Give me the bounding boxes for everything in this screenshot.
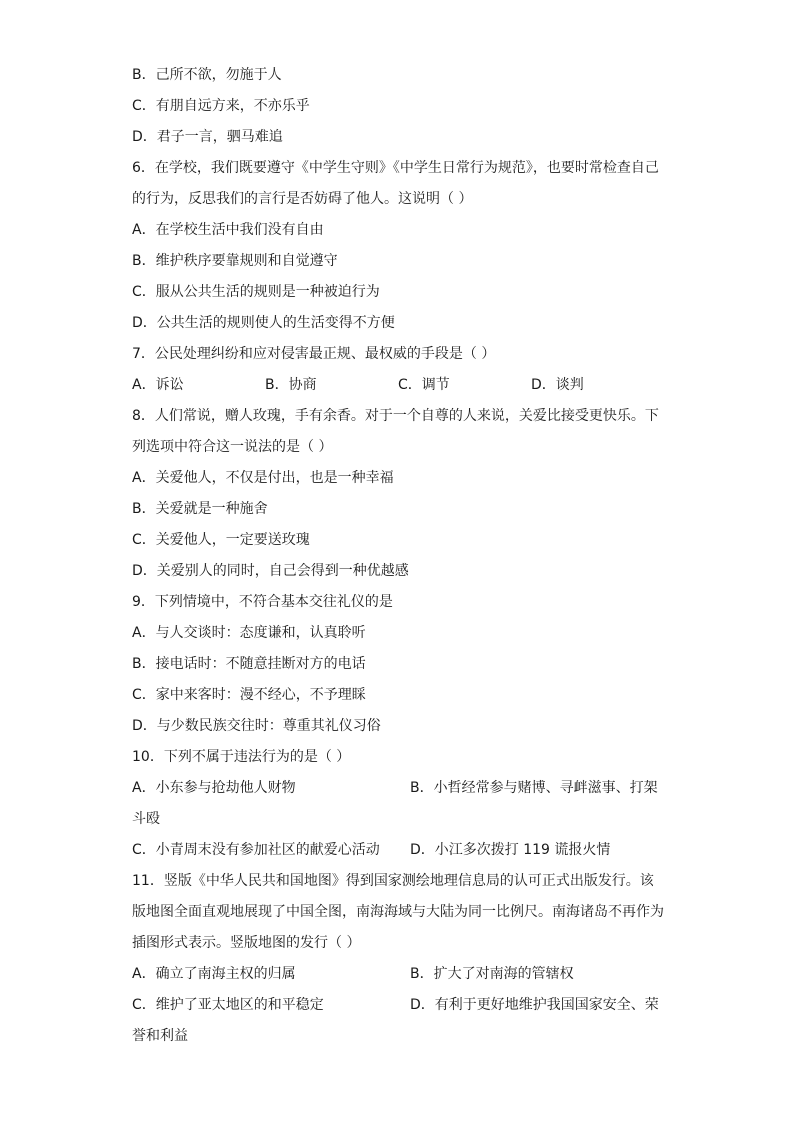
q7-option-b: B．协商	[265, 377, 317, 393]
q6-stem-line2: 的行为，反思我们的言行是否妨碍了他人。这说明（ ）	[132, 191, 473, 207]
q10-option-b-cont: 斗殴	[132, 811, 160, 827]
q11-options-row2	[132, 990, 664, 1021]
q11-options-row1	[132, 959, 664, 990]
q10-option-c: C．小青周末没有参加社区的献爱心活动	[132, 842, 380, 858]
q11-option-b: B．扩大了对南海的管辖权	[410, 966, 574, 982]
q11-option-d: D．有利于更好地维护我国国家安全、荣	[410, 997, 659, 1013]
q8-stem-line2: 列选项中符合这一说法的是（ ）	[132, 439, 333, 455]
q7-options-row	[132, 370, 664, 401]
q8-stem-line1: 8．人们常说，赠人玫瑰，手有余香。对于一个自尊的人来说，关爱比接受更快乐。下	[132, 408, 659, 424]
q6-option-d: D．公共生活的规则使人的生活变得不方便	[132, 315, 395, 331]
q8-option-c: C．关爱他人，一定要送玫瑰	[132, 532, 310, 548]
q10-options-row1	[132, 773, 664, 804]
q11-option-c: C．维护了亚太地区的和平稳定	[132, 997, 324, 1013]
q9-stem: 9．下列情境中，不符合基本交往礼仪的是	[132, 594, 393, 610]
q10-option-a: A．小东参与抢劫他人财物	[132, 780, 296, 796]
q9-option-b: B．接电话时：不随意挂断对方的电话	[132, 656, 366, 672]
q7-option-a: A．诉讼	[132, 377, 184, 393]
q10-option-d: D．小江多次拨打 119 谎报火情	[410, 842, 611, 858]
q9-option-a: A．与人交谈时：态度谦和，认真聆听	[132, 625, 366, 641]
q8-option-d: D．关爱别人的同时，自己会得到一种优越感	[132, 563, 409, 579]
q5-option-d: D．君子一言，驷马难追	[132, 129, 283, 145]
q5-option-c: C．有朋自远方来，不亦乐乎	[132, 98, 310, 114]
q6-option-c: C．服从公共生活的规则是一种被迫行为	[132, 284, 380, 300]
q7-option-c: C．调节	[398, 377, 450, 393]
q10-option-b: B．小哲经常参与赌博、寻衅滋事、打架	[410, 780, 658, 796]
q11-stem-line2: 版地图全面直观地展现了中国全图，南海海域与大陆为同一比例尺。南海诸岛不再作为	[132, 904, 664, 920]
q10-options-row2	[132, 835, 664, 866]
q6-option-a: A．在学校生活中我们没有自由	[132, 222, 324, 238]
q7-option-d: D．谈判	[531, 377, 584, 393]
q8-option-a: A．关爱他人，不仅是付出，也是一种幸福	[132, 470, 394, 486]
q6-option-b: B．维护秩序要靠规则和自觉遵守	[132, 253, 338, 269]
q8-option-b: B．关爱就是一种施舍	[132, 501, 268, 517]
q11-stem-line3: 插图形式表示。竖版地图的发行（ ）	[132, 935, 361, 951]
q11-option-d-cont: 誉和利益	[132, 1028, 188, 1044]
exam-page	[132, 60, 664, 1052]
q7-stem: 7．公民处理纠纷和应对侵害最正规、最权威的手段是（ ）	[132, 346, 496, 362]
q6-stem-line1: 6．在学校，我们既要遵守《中学生守则》《中学生日常行为规范》，也要时常检查自己	[132, 160, 659, 176]
q11-option-a: A．确立了南海主权的归属	[132, 966, 296, 982]
q9-option-d: D．与少数民族交往时：尊重其礼仪习俗	[132, 718, 381, 734]
q10-stem: 10．下列不属于违法行为的是（ ）	[132, 749, 351, 765]
q5-option-b: B．己所不欲，勿施于人	[132, 67, 282, 83]
q9-option-c: C．家中来客时：漫不经心，不予理睬	[132, 687, 366, 703]
q11-stem-line1: 11．竖版《中华人民共和国地图》得到国家测绘地理信息局的认可正式出版发行。该	[132, 873, 654, 889]
